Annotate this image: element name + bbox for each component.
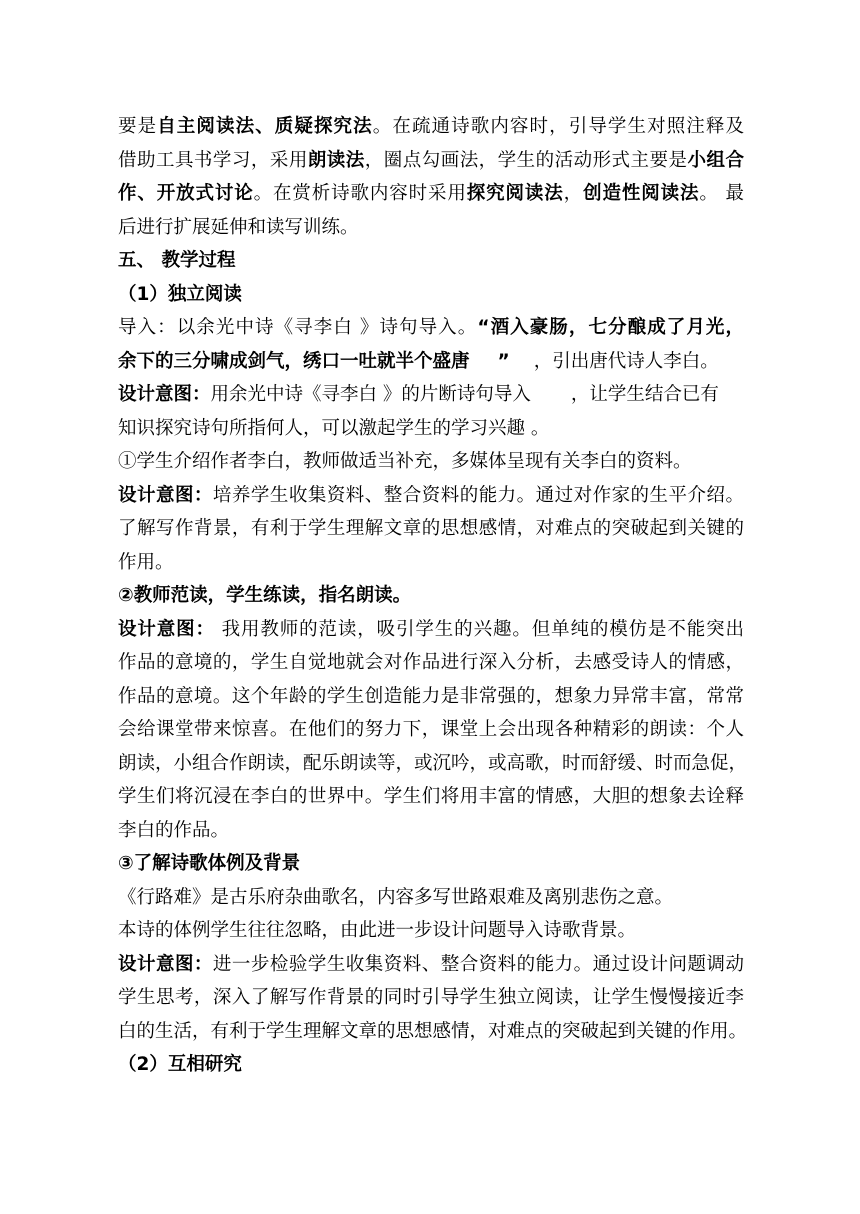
paragraph-line [118, 177, 744, 211]
step-heading: ③了解诗歌体例及背景 [118, 853, 301, 874]
paragraph-line: 学生们将沉浸在李白的世界中。学生们将用丰富的情感，大胆的想象去诠释 [118, 786, 744, 807]
text: ， [563, 183, 584, 204]
bold-text: ” [497, 350, 510, 372]
text: 培养学生收集资料、整合资料的能力。通过对作家的生平介绍。 [212, 484, 744, 506]
sub-heading: （1）独立阅读 [118, 283, 242, 305]
paragraph-line [118, 144, 744, 178]
paragraph-line: 作品的意境的，学生自觉地就会对作品进行深入分析，去感受诗人的情感， [118, 652, 744, 673]
step-heading: ②教师范读，学生练读，指名朗读。 [118, 585, 412, 606]
design-intent-label: 设计意图： [118, 618, 215, 640]
paragraph-line [118, 378, 744, 412]
paragraph-line: 白的生活，有利于学生理解文章的思想感情，对难点的突破起到关键的作用。 [118, 1020, 748, 1042]
paragraph-line: 知识探究诗句所指何人，可以激起学生的学习兴趣 。 [118, 417, 550, 439]
paragraph-line: 了解写作背景，有利于学生理解文章的思想感情，对难点的突破起到关键的 [118, 518, 744, 539]
paragraph-line: 本诗的体例学生往往忽略，由此进一步设计问题导入诗歌背景。 [118, 920, 637, 941]
design-intent-label: 设计意图： [118, 484, 213, 506]
design-intent-label: 设计意图： [118, 384, 211, 405]
paragraph-line: 朗读，小组合作朗读，配乐朗读等，或沉吟，或高歌，时而舒缓、时而急促， [118, 752, 748, 774]
bold-text: 小组合 [687, 149, 744, 171]
paragraph-line [118, 613, 744, 647]
bold-text: 创造性阅读法 [583, 183, 700, 204]
paragraph-line: 学生思考，深入了解写作背景的同时引导学生独立阅读，让学生慢慢接近李 [118, 987, 744, 1008]
paragraph-line: 作品的意境。这个年龄的学生创造能力是非常强的，想象力异常丰富，常常 [118, 685, 744, 707]
bold-text: 探究阅读法 [466, 183, 564, 204]
text: ，让学生结合已有 [570, 384, 719, 405]
paragraph-line [118, 948, 744, 982]
text: ，引出唐代诗人李白。 [533, 350, 719, 372]
text: 我用教师的范读，吸引学生的兴趣。但单纯的模仿是不能突出 [214, 618, 744, 640]
text: 。 最 [699, 183, 744, 204]
paragraph-line [118, 479, 744, 513]
text: 用余光中诗《寻李白 》的片断诗句导入 [210, 384, 531, 405]
text: 。在疏通诗歌内容时，引导学生对照注释及 [372, 116, 744, 137]
text: 导入：以余光中诗《寻李白 》诗句导入。 [118, 317, 478, 338]
paragraph-line: 后进行扩展延伸和读写训练。 [118, 216, 359, 238]
paragraph-line: 作用。 [118, 551, 174, 573]
paragraph-line [118, 311, 744, 345]
text: 要是 [118, 116, 158, 137]
paragraph-line [118, 345, 744, 379]
design-intent-label: 设计意图： [118, 953, 213, 975]
text: ，圈点勾画法，学生的活动形式主要是 [364, 149, 688, 171]
sub-heading: （2）互相研究 [118, 1054, 242, 1075]
text: 。在赏析诗歌内容时采用 [253, 183, 467, 204]
paragraph-line: 李白的作品。 [118, 819, 230, 841]
bold-text: 朗读法 [307, 149, 365, 171]
bold-text: 作、开放式讨论 [118, 183, 254, 204]
text: 借助工具书学习，采用 [118, 149, 308, 171]
bold-text: 自主阅读法、质疑探究法 [157, 116, 373, 137]
paragraph-line: ①学生介绍作者李白，教师做适当补充，多媒体呈现有关李白的资料。 [118, 451, 692, 472]
section-heading: 五、 教学过程 [118, 250, 236, 271]
bold-text: “酒入豪肠，七分酿成了月光， [477, 317, 744, 338]
document-page [118, 110, 748, 1082]
paragraph-line: 《行路难》是古乐府杂曲歌名，内容多写世路艰难及离别悲伤之意。 [118, 886, 674, 908]
bold-text: 余下的三分啸成剑气，绣口一吐就半个盛唐 [118, 350, 470, 372]
text: 进一步检验学生收集资料、整合资料的能力。通过设计问题调动 [212, 953, 744, 975]
paragraph-line [118, 110, 744, 144]
paragraph-line: 会给课堂带来惊喜。在他们的努力下，课堂上会出现各种精彩的朗读：个人 [118, 719, 744, 740]
